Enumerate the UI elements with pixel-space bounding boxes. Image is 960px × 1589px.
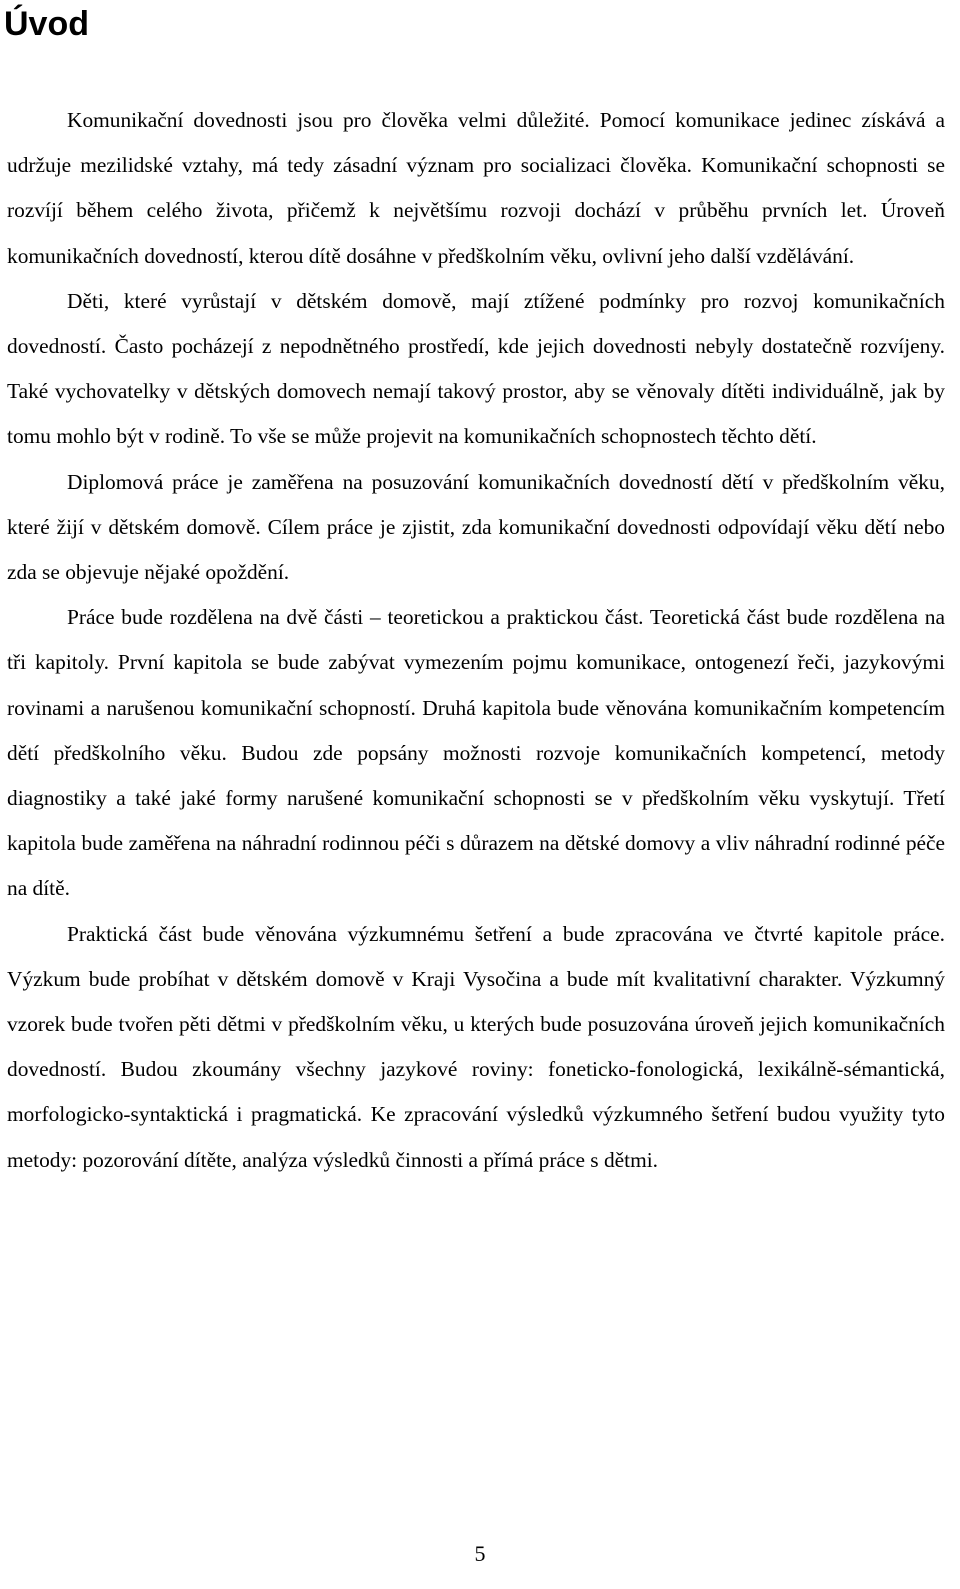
section-heading: Úvod xyxy=(4,5,89,43)
page-number: 5 xyxy=(474,1541,486,1566)
body-text xyxy=(7,98,945,1183)
paragraph-4: Práce bude rozdělena na dvě části – teoretickou a praktickou část. Teoretická část bude rozdělena na tři kapitoly. První kapitola se bude zabývat vymezením pojmu komunikace, ontogenezí řeči, jazykovými rovinami a narušenou komunikační schopností. Druhá kapitola bude věnována komunikačním kompetencím dětí předškolního věku. Budou zde popsány možnosti rozvoje komunikačních kompetencí, metody diagnostiky a také jaké formy narušené komunikační schopnosti se v předškolním věku vyskytují. Třetí kapitola bude zaměřena na náhradní rodinnou péči s důrazem na dětské domovy a vliv náhradní rodinné péče na dítě. xyxy=(7,605,945,901)
paragraph-5: Praktická část bude věnována výzkumnému šetření a bude zpracována ve čtvrté kapitole práce. Výzkum bude probíhat v dětském domově v Kraji Vysočina a bude mít kvalitativní charakter. Výzkumný vzorek bude tvořen pěti dětmi v předškolním věku, u kterých bude posuzována úroveň jejich komunikačních dovedností. Budou zkoumány všechny jazykové roviny: foneticko-fonologická, lexikálně-sémantická, morfologicko-syntaktická i pragmatická. Ke zpracování výsledků výzkumného šetření budou využity tyto metody: pozorování dítěte, analýza výsledků činnosti a přímá práce s dětmi. xyxy=(7,921,945,1172)
paragraph-3: Diplomová práce je zaměřena na posuzování komunikačních dovedností dětí v předškolním věku, které žijí v dětském domově. Cílem práce je zjistit, zda komunikační dovednosti odpovídají věku dětí nebo zda se objevuje nějaké opoždění. xyxy=(7,469,945,585)
paragraph-2: Děti, které vyrůstají v dětském domově, mají ztížené podmínky pro rozvoj komunikačních dovedností. Často pocházejí z nepodnětného prostředí, kde jejich dovednosti nebyly dostatečně rozvíjeny. Také vychovatelky v dětských domovech nemají takový prostor, aby se věnovaly dítěti individuálně, jak by tomu mohlo být v rodině. To vše se může projevit na komunikačních schopnostech těchto dětí. xyxy=(7,288,945,449)
paragraph-1: Komunikační dovednosti jsou pro člověka velmi důležité. Pomocí komunikace jedinec získává a udržuje mezilidské vztahy, má tedy zásadní význam pro socializaci člověka. Komunikační schopnosti se rozvíjí během celého života, přičemž k největšímu rozvoji dochází v průběhu prvních let. Úroveň komunikačních dovedností, kterou dítě dosáhne v předškolním věku, ovlivní jeho další vzdělávání. xyxy=(7,108,945,268)
